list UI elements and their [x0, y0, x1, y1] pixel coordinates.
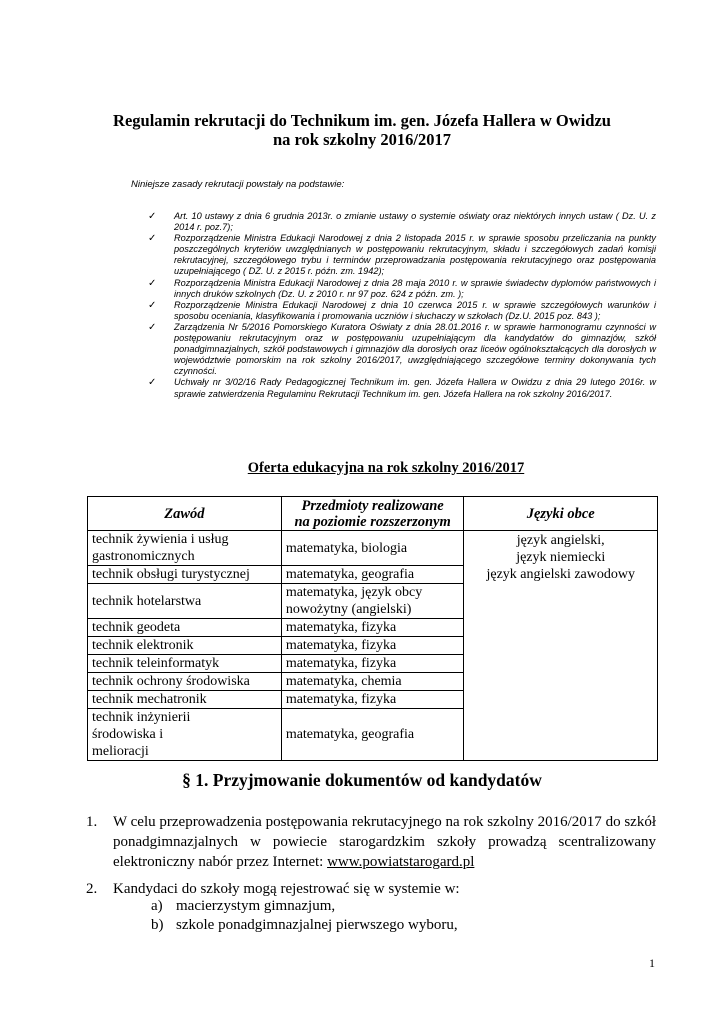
list-item: ✓ Rozporządzenia Ministra Edukacji Narodowej z dnia 28 maja 2010 r. w sprawie świadectw dyplomów państwowych i innych druków szkolnych (Dz. U. z 2010 r. nr 97 poz. 624 z późn. zm. );: [148, 277, 656, 299]
list-item: ✓ Zarządzenia Nr 5/2016 Pomorskiego Kuratora Oświaty z dnia 28.01.2016 r. w sprawie harmonogramu czynności w postępowaniu rekrutacyjnym oraz w postępowaniu uzupełniającym dla kandydatów do gimnazjów, szkół ponadgimnazjalnych, szkół podstawowych i gimnazjów dla dorosłych oraz liceów ogólnokształcących dla dorosłych w województwie pomorskim na rok szkolny 2016/2017, uwzględniającego szczegółowe terminy dokonywania tych czynności.: [148, 321, 656, 377]
paragraph-2-number: 2.: [86, 881, 98, 897]
subjects-cell: matematyka, geografia: [281, 566, 464, 584]
education-offer-table: [87, 496, 658, 761]
profession-cell: technik hotelarstwa: [88, 584, 282, 619]
header-languages: Języki obce: [464, 497, 658, 531]
paragraph-1-text: W celu przeprowadzenia postępowania rekrutacyjnego na rok szkolny 2016/2017 do szkół ponadgimnazjalnych w powiecie starogardzkim szkoły prowadzą scentralizowany elektroniczny nabór przez Internet:: [113, 814, 656, 870]
document-title-line1: Regulamin rekrutacji do Technikum im. gen. Józefa Hallera w Owidzu: [113, 111, 611, 130]
subjects-cell: matematyka, geografia: [281, 709, 464, 761]
subjects-cell: matematyka, język obcy nowożytny (angielski): [281, 584, 464, 619]
paragraph-1-number: 1.: [86, 814, 98, 830]
profession-cell: technik teleinformatyk: [88, 655, 282, 673]
paragraph-1: [86, 812, 656, 872]
profession-cell: technik obsługi turystycznej: [88, 566, 282, 584]
profession-cell: technik żywienia i usług gastronomicznych: [88, 531, 282, 566]
table-row: [88, 531, 658, 566]
checkmark-icon: ✓: [148, 299, 157, 311]
sub-item-b: b) szkole ponadgimnazjalnej pierwszego wyboru,: [151, 917, 458, 933]
list-item: ✓ Rozporządzenie Ministra Edukacji Narodowej z dnia 10 czerwca 2015 r. w sprawie szczegółowych warunków i sposobu oceniania, klasyfikowania i promowania uczniów i słuchaczy w szkołach (Dz.U. 2015 poz. 843 );: [148, 299, 656, 321]
checkmark-icon: ✓: [148, 321, 157, 333]
subjects-cell: matematyka, fizyka: [281, 655, 464, 673]
website-link[interactable]: www.powiatstarogard.pl: [327, 854, 475, 870]
page-number: 1: [649, 956, 655, 970]
profession-cell: technik geodeta: [88, 619, 282, 637]
offer-title: Oferta edukacyjna na rok szkolny 2016/2017: [247, 460, 525, 476]
section-1-title: § 1. Przyjmowanie dokumentów od kandydatów: [182, 770, 542, 790]
table-header-row: [88, 497, 658, 531]
paragraph-2: [86, 879, 656, 899]
list-item: ✓ Uchwały nr 3/02/16 Rady Pedagogicznej Technikum im. gen. Józefa Hallera w Owidzu z dnia 29 lutego 2016r. w sprawie zatwierdzenia Regulaminu Rekrutacji Technikum im. gen. Józefa Hallera na rok szkolny 2016/2017.: [148, 377, 656, 399]
subjects-cell: matematyka, chemia: [281, 673, 464, 691]
profession-cell: technik elektronik: [88, 637, 282, 655]
list-item: ✓ Rozporządzenie Ministra Edukacji Narodowej z dnia 2 listopada 2015 r. w sprawie sposobu przeliczania na punkty poszczególnych kryteriów uwzględnianych w postępowaniu rekrutacyjnym, składu i szczegółowych zadań komisji rekrutacyjnej, szczegółowego trybu i terminów przeprowadzania postępowania rekrutacyjnego oraz postępowania uzupełniającego ( DZ. U. z 2015 r. późn. zm. 1942);: [148, 233, 656, 277]
checkmark-icon: ✓: [148, 211, 157, 222]
languages-cell: język angielski, język niemiecki język angielski zawodowy: [464, 531, 658, 761]
checkmark-icon: ✓: [148, 377, 157, 389]
header-profession: Zawód: [88, 497, 282, 531]
document-title-line2: na rok szkolny 2016/2017: [272, 130, 452, 149]
intro-text: Niniejsze zasady rekrutacji powstały na podstawie:: [131, 179, 345, 190]
header-subjects: Przedmioty realizowane na poziomie rozszerzonym: [281, 497, 464, 531]
subjects-cell: matematyka, fizyka: [281, 691, 464, 709]
subjects-cell: matematyka, biologia: [281, 531, 464, 566]
subjects-cell: matematyka, fizyka: [281, 619, 464, 637]
list-item: ✓ Art. 10 ustawy z dnia 6 grudnia 2013r. o zmianie ustawy o systemie oświaty oraz niektórych innych ustaw ( Dz. U. z 2014 r. poz.7);: [148, 211, 656, 233]
sub-item-a: a) macierzystym gimnazjum,: [151, 898, 336, 914]
subjects-cell: matematyka, fizyka: [281, 637, 464, 655]
paragraph-2-text: Kandydaci do szkoły mogą rejestrować się w systemie w:: [113, 881, 460, 897]
checkmark-icon: ✓: [148, 277, 157, 289]
legal-basis-list: [148, 211, 656, 400]
profession-cell: technik mechatronik: [88, 691, 282, 709]
profession-cell: technik ochrony środowiska: [88, 673, 282, 691]
checkmark-icon: ✓: [148, 233, 157, 245]
profession-cell: technik inżynierii środowiska i melioracji: [88, 709, 282, 761]
